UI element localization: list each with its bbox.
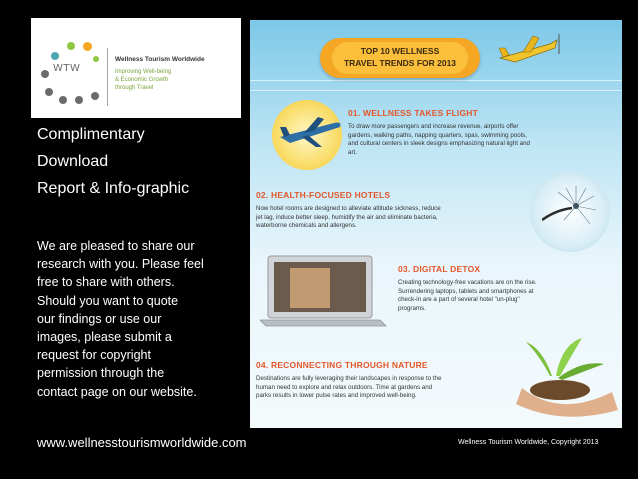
logo-tagline-line: & Economic Growth — [115, 77, 169, 83]
section-line: parks results in lower pulse rates and improved well-being. — [256, 392, 417, 400]
section-line: waterborne chemicals and allergens. — [256, 222, 357, 230]
section-text — [256, 205, 526, 231]
logo-dot — [59, 96, 67, 104]
page-heading — [37, 121, 189, 202]
banner-inner — [332, 42, 468, 74]
section-line: Now hotel rooms are designed to alleviate altitude sickness, reduce — [256, 205, 441, 212]
body-line: research with you. Please feel — [37, 257, 204, 272]
section-line: programs. — [398, 304, 426, 312]
body-line: permission through the — [37, 366, 165, 381]
section-title: 03. DIGITAL DETOX — [398, 264, 481, 274]
logo-dot — [51, 52, 59, 60]
logo-tagline-line: Improving Well-being — [115, 69, 172, 75]
section-line: Destinations are fully leveraging their landscapes in response to the — [256, 375, 442, 382]
logo-name: Wellness Tourism Worldwide — [115, 56, 205, 63]
section-line: Creating technology-free vacations are on the rise. — [398, 279, 537, 286]
body-line: We are pleased to share our — [37, 239, 195, 253]
section-line: jet lag, induce better sleep, humidify the air and eliminate bacteria, — [256, 213, 438, 221]
banner-line: TOP 10 WELLNESS — [360, 46, 440, 56]
section-line: To draw more passengers and increase revenue, airports offer — [348, 123, 519, 130]
section-title: 02. HEALTH-FOCUSED HOTELS — [256, 190, 391, 200]
section-line: art. — [348, 148, 357, 156]
logo-dot — [67, 42, 75, 50]
logo-dot — [41, 70, 49, 78]
logo-dot — [91, 92, 99, 100]
logo-divider — [107, 48, 108, 106]
body-line: contact page on our website. — [37, 384, 197, 399]
dandelion-icon — [542, 180, 602, 242]
infographic-banner — [320, 38, 480, 78]
infographic — [250, 20, 622, 428]
logo — [31, 18, 241, 118]
heading-line: Complimentary — [37, 126, 145, 143]
section-line: human need to explore and relax outdoors. Time at gardens and — [256, 383, 433, 391]
section-line: and cultural centers in sleek designs emphasizing natural light and — [348, 140, 530, 148]
propeller-plane-icon — [495, 30, 565, 70]
copyright-text: Wellness Tourism Worldwide, Copyright 2013 — [458, 439, 599, 446]
logo-dot — [75, 96, 83, 104]
logo-dot — [93, 56, 99, 62]
section-line: gardens, walking paths, napping quarters, spas, swimming pools, — [348, 131, 527, 139]
body-text — [37, 237, 237, 401]
section-line: Surrendering laptops, tablets and smartphones at — [398, 287, 534, 295]
logo-tagline — [115, 68, 225, 92]
sky-stripe — [250, 90, 622, 91]
logo-dot — [83, 42, 92, 51]
body-line: Should you want to quote — [37, 293, 179, 308]
section-title: 04. RECONNECTING THROUGH NATURE — [256, 360, 428, 370]
website-link[interactable]: www.wellnesstourismworldwide.com — [37, 435, 247, 450]
body-line: our findings or use our — [37, 311, 162, 326]
heading-line: Download — [37, 153, 109, 170]
logo-dot — [45, 88, 53, 96]
plant-in-hands-icon — [512, 338, 622, 418]
body-line: free to share with others. — [37, 275, 175, 290]
logo-initials: WTW — [53, 63, 81, 74]
jet-plane-icon — [278, 115, 344, 149]
laptop-icon — [260, 252, 390, 330]
sky-stripe — [250, 80, 622, 81]
section-text — [256, 375, 516, 401]
section-line: check-in are a part of several hotel "un-plug" — [398, 296, 520, 304]
body-line: request for copyright — [37, 348, 151, 363]
banner-line: TRAVEL TRENDS FOR 2013 — [343, 58, 457, 68]
section-title: 01. WELLNESS TAKES FLIGHT — [348, 108, 478, 118]
section-text — [348, 123, 618, 157]
logo-tagline-line: through Travel — [115, 85, 154, 91]
section-text — [398, 279, 618, 313]
heading-line: Report & Info-graphic — [37, 180, 190, 197]
body-line: images, please submit a — [37, 330, 172, 345]
